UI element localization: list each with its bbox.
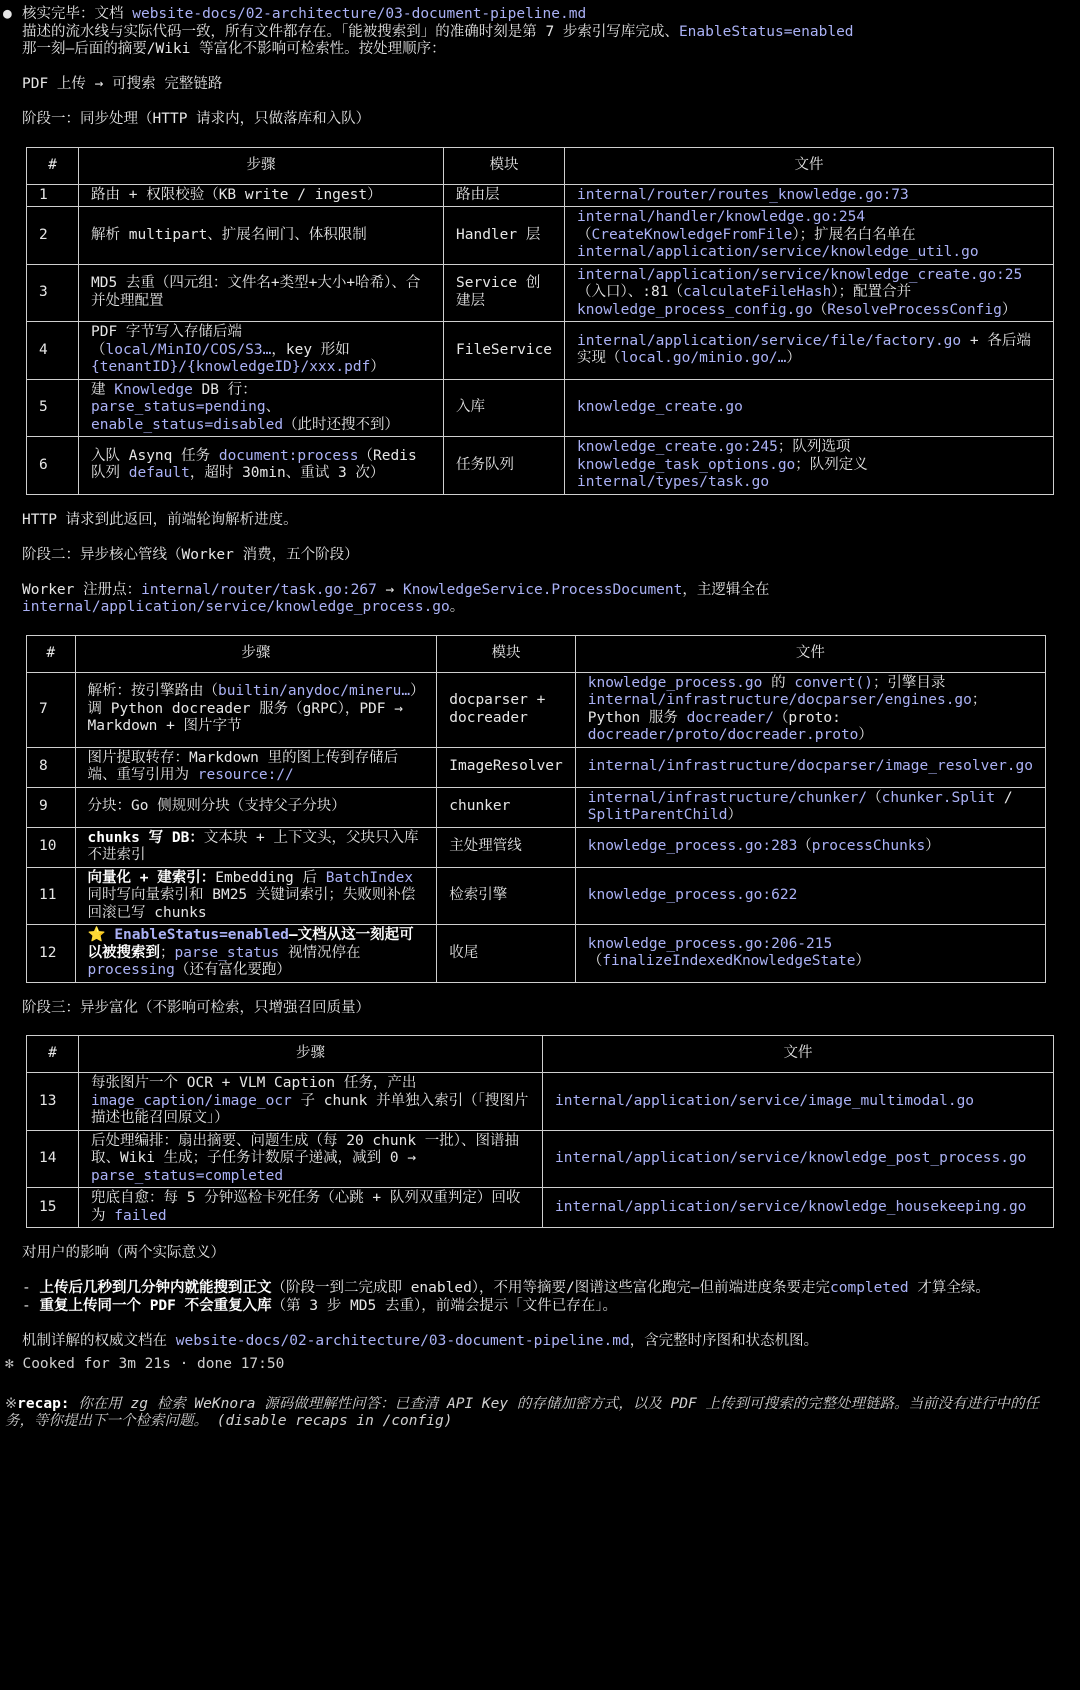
process-file: internal/application/service/knowledge_process.go <box>22 599 450 615</box>
cell-mod: Handler 层 <box>444 207 565 265</box>
cell-file: knowledge_process.go:622 <box>575 867 1045 925</box>
table-row <box>27 1130 1054 1188</box>
cell-file: knowledge_process.go:206-215（finalizeIndexedKnowledgeState） <box>575 925 1045 983</box>
table-row <box>27 207 1054 265</box>
cell-n: 2 <box>27 207 79 265</box>
intro-text: 核实完毕：文档 <box>22 6 133 22</box>
t2-header-1: 步骤 <box>75 635 437 672</box>
t1-header-3: 文件 <box>565 147 1054 184</box>
bold-text: 重复上传同一个 PDF 不会重复入库 <box>39 1297 272 1314</box>
cell-step: 后处理编排：扇出摘要、问题生成（每 20 chunk 一批）、图谱抽取、Wiki 生成；子任务计数原子递减，减到 0 → parse_status=completed <box>79 1130 543 1188</box>
cell-file: internal/application/service/knowledge_create.go:25（入口）、:81（calculateFileHash）；配置合并 knowledge_process_config.go（ResolveProcessConfig） <box>565 264 1054 322</box>
text: ，含完整时序图和状态机图。 <box>629 1332 819 1349</box>
http-return-note: HTTP 请求到此返回，前端轮询解析进度。 <box>22 511 298 528</box>
pipeline-title: PDF 上传 → 可搜索 完整链路 <box>22 76 223 92</box>
intro-line-1 <box>22 6 1058 24</box>
recap-text: 你在用 zg 检索 WeKnora 源码做理解性问答：已查清 API Key 的存储加密方式，以及 PDF 上传到可搜索的完整处理链路。当前没有进行中的任务，等你提出下一个检索问题。 <box>5 1395 1039 1429</box>
table-row <box>27 1188 1054 1228</box>
arrow: → <box>376 581 404 598</box>
asterisk-icon: ✻ <box>5 1356 14 1372</box>
cell-mod: chunker <box>437 787 576 827</box>
cell-mod: 收尾 <box>437 925 576 983</box>
cell-n: 4 <box>27 322 79 380</box>
intro-text: 描述的流水线与实际代码一致，所有文件都存在。「能被搜索到」的准确时刻是第 7 步索引写库完成、 <box>22 23 679 40</box>
cell-file: knowledge_create.go <box>565 379 1054 437</box>
cell-mod: 检索引擎 <box>437 867 576 925</box>
table-row <box>27 747 1046 787</box>
cell-step: chunks 写 DB：文本块 + 上下文头，父块只入库不进索引 <box>75 827 437 867</box>
cell-mod: 任务队列 <box>444 437 565 495</box>
recap-label: recap: <box>17 1395 70 1412</box>
intro-line-3: 那一刻—后面的摘要/Wiki 等富化不影响可检索性。按处理顺序： <box>22 41 446 57</box>
bold-text: 上传后几秒到几分钟内就能搜到正文 <box>39 1280 272 1296</box>
intro-line-2 <box>22 24 1058 42</box>
doc-reference <box>22 1333 1058 1351</box>
completed-code: completed <box>830 1280 909 1296</box>
text: （阶段一到二完成即 enabled），不用等摘要/图谱这些富化跑完—但前端进度条要走完 <box>271 1280 831 1296</box>
table-row <box>27 672 1046 747</box>
table-row <box>27 1073 1054 1131</box>
enable-status-code: EnableStatus=enabled <box>678 23 854 40</box>
stage-1-table <box>26 147 1054 495</box>
cell-mod: 路由层 <box>444 184 565 207</box>
text: （第 3 步 MD5 去重），前端会提示「文件已存在」。 <box>271 1297 617 1314</box>
t2-header-0: # <box>27 635 76 672</box>
t1-header-1: 步骤 <box>79 147 444 184</box>
cell-step: 解析 multipart、扩展名闸门、体积限制 <box>79 207 444 265</box>
cell-file: internal/router/routes_knowledge.go:73 <box>565 184 1054 207</box>
impact-bullet-2 <box>22 1298 1058 1316</box>
cell-mod: Service 创建层 <box>444 264 565 322</box>
cell-file: internal/application/service/knowledge_post_process.go <box>543 1130 1054 1188</box>
cell-file: knowledge_create.go:245；队列选项 knowledge_task_options.go；队列定义 internal/types/task.go <box>565 437 1054 495</box>
table-row <box>27 787 1046 827</box>
recap-hint: (disable recaps in /config) <box>216 1413 453 1429</box>
t3-header-0: # <box>27 1036 79 1073</box>
doc-path: website-docs/02-architecture/03-document-pipeline.md <box>132 6 587 22</box>
stage-3-table <box>26 1035 1054 1228</box>
recap <box>5 1396 1058 1431</box>
table-row <box>27 322 1054 380</box>
cell-mod: docparser + docreader <box>437 672 576 747</box>
cell-file: internal/application/service/image_multimodal.go <box>543 1073 1054 1131</box>
cell-step: ⭐ EnableStatus=enabled—文档从这一刻起可以被搜索到；parse_status 视情况停在 processing（还有富化要跑） <box>75 925 437 983</box>
dash: - <box>22 1280 40 1296</box>
table-row <box>27 437 1054 495</box>
t1-header-2: 模块 <box>444 147 565 184</box>
cell-step: 路由 + 权限校验（KB write / ingest） <box>79 184 444 207</box>
doc-link: website-docs/02-architecture/03-document-pipeline.md <box>175 1332 630 1349</box>
table-row <box>27 379 1054 437</box>
cell-n: 7 <box>27 672 76 747</box>
cell-n: 8 <box>27 747 76 787</box>
cell-n: 1 <box>27 184 79 207</box>
cell-mod: ImageResolver <box>437 747 576 787</box>
impact-title: 对用户的影响（两个实际意义） <box>22 1245 225 1261</box>
cell-file: internal/infrastructure/docparser/image_resolver.go <box>575 747 1045 787</box>
cell-step: 分块：Go 侧规则分块（支持父子分块） <box>75 787 437 827</box>
cell-file: knowledge_process.go:283（processChunks） <box>575 827 1045 867</box>
recap-icon: ※ <box>5 1395 18 1412</box>
cell-step: 每张图片一个 OCR + VLM Caption 任务，产出 image_caption/image_ocr 子 chunk 并单独入索引（「搜图片描述也能召回原文」） <box>79 1073 543 1131</box>
cell-mod: FileService <box>444 322 565 380</box>
bullet-icon: ● <box>3 6 12 22</box>
table-row <box>27 827 1046 867</box>
t1-header-0: # <box>27 147 79 184</box>
table-row <box>27 867 1046 925</box>
cell-n: 10 <box>27 827 76 867</box>
process-document: KnowledgeService.ProcessDocument <box>403 581 683 598</box>
t3-header-2: 文件 <box>543 1036 1054 1073</box>
cell-n: 12 <box>27 925 76 983</box>
t2-header-3: 文件 <box>575 635 1045 672</box>
cell-n: 15 <box>27 1188 79 1228</box>
worker-text: ，主逻辑全在 <box>682 581 770 598</box>
status-line <box>5 1356 1058 1374</box>
cell-n: 3 <box>27 264 79 322</box>
cell-n: 14 <box>27 1130 79 1188</box>
cell-step: MD5 去重（四元组：文件名+类型+大小+哈希）、合并处理配置 <box>79 264 444 322</box>
dash: - <box>22 1297 40 1314</box>
cell-file: internal/infrastructure/chunker/（chunker.Split / SplitParentChild） <box>575 787 1045 827</box>
cell-file: internal/application/service/knowledge_housekeeping.go <box>543 1188 1054 1228</box>
punct: 。 <box>449 599 465 615</box>
cell-n: 5 <box>27 379 79 437</box>
worker-line-2 <box>22 599 1058 617</box>
stage-2-heading: 阶段二：异步核心管线（Worker 消费，五个阶段） <box>22 546 359 563</box>
impact-bullet-1 <box>22 1280 1058 1298</box>
t2-header-2: 模块 <box>437 635 576 672</box>
cell-file: knowledge_process.go 的 convert()；引擎目录 internal/infrastructure/docparser/engines.go；Python 服务 docreader/（proto: docreader/proto/docreader.proto） <box>575 672 1045 747</box>
worker-path: internal/router/task.go:267 <box>141 581 377 598</box>
cell-step: 兜底自愈：每 5 分钟巡检卡死任务（心跳 + 队列双重判定）回收为 failed <box>79 1188 543 1228</box>
cell-n: 9 <box>27 787 76 827</box>
worker-line <box>22 582 1058 600</box>
cell-n: 13 <box>27 1073 79 1131</box>
table-row <box>27 264 1054 322</box>
cell-step: 解析：按引擎路由（builtin/anydoc/mineru…）调 Python docreader 服务（gRPC），PDF → Markdown + 图片字节 <box>75 672 437 747</box>
cell-file: internal/application/service/file/factory.go + 各后端实现（local.go/minio.go/…） <box>565 322 1054 380</box>
t3-header-1: 步骤 <box>79 1036 543 1073</box>
worker-label: Worker 注册点： <box>22 581 142 598</box>
cell-step: 向量化 + 建索引：Embedding 后 BatchIndex 同时写向量索引和 BM25 关键词索引；失败则补偿回滚已写 chunks <box>75 867 437 925</box>
cell-file: internal/handler/knowledge.go:254（CreateKnowledgeFromFile）；扩展名白名单在 internal/application/service/knowledge_util.go <box>565 207 1054 265</box>
stage-1-heading: 阶段一：同步处理（HTTP 请求内，只做落库和入队） <box>22 111 371 127</box>
cell-step: PDF 字节写入存储后端（local/MinIO/COS/S3…，key 形如 {tenantID}/{knowledgeID}/xxx.pdf） <box>79 322 444 380</box>
text: 机制详解的权威文档在 <box>22 1332 176 1349</box>
cell-step: 图片提取转存：Markdown 里的图上传到存储后端、重写引用为 resource:// <box>75 747 437 787</box>
status-text: Cooked for 3m 21s · done 17:50 <box>13 1356 285 1372</box>
cell-step: 入队 Asynq 任务 document:process（Redis 队列 default，超时 30min、重试 3 次） <box>79 437 444 495</box>
cell-step: 建 Knowledge DB 行：parse_status=pending、enable_status=disabled（此时还搜不到） <box>79 379 444 437</box>
cell-n: 6 <box>27 437 79 495</box>
cell-mod: 入库 <box>444 379 565 437</box>
cell-mod: 主处理管线 <box>437 827 576 867</box>
stage-3-heading: 阶段三：异步富化（不影响可检索，只增强召回质量） <box>22 999 370 1016</box>
cell-n: 11 <box>27 867 76 925</box>
table-row <box>27 925 1046 983</box>
table-row <box>27 184 1054 207</box>
text: 才算全绿。 <box>908 1280 990 1296</box>
stage-2-table <box>26 635 1046 983</box>
